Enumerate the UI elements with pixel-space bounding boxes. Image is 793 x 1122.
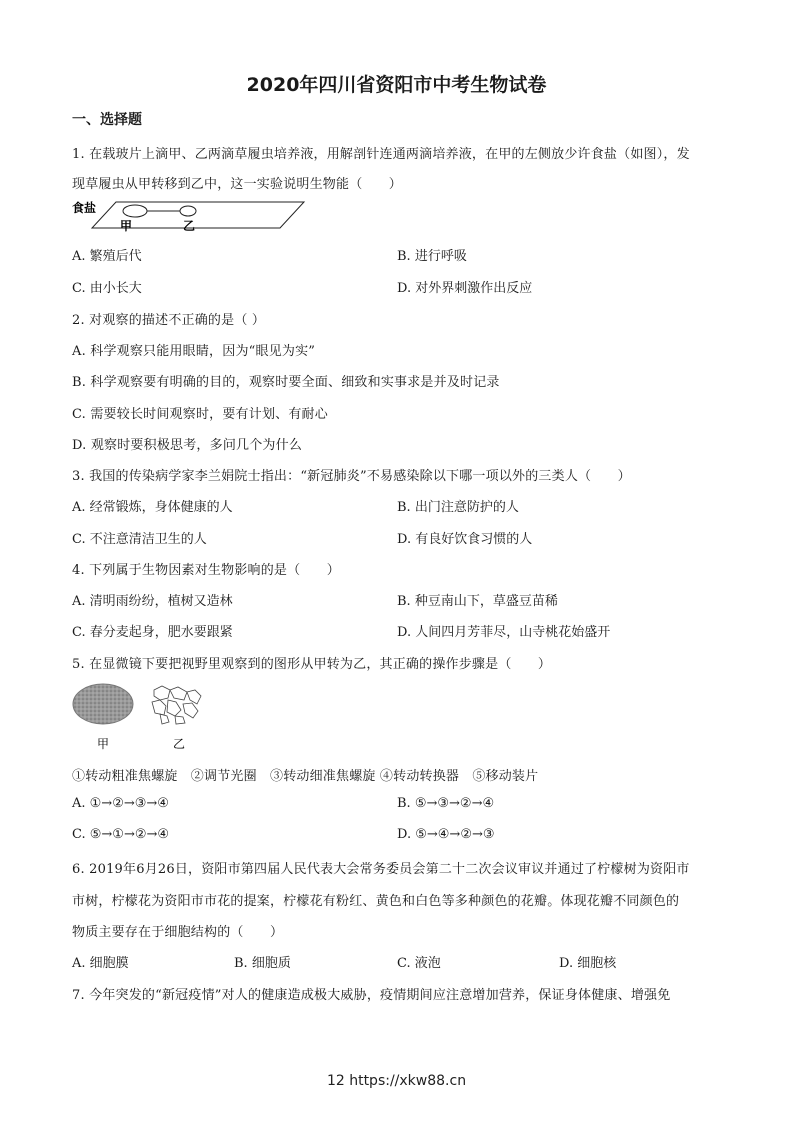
view-yi-cells <box>152 686 201 724</box>
drop-yi <box>180 206 196 216</box>
q1-option-b[interactable]: B. 进行呼吸 <box>397 249 467 264</box>
q2-option-c[interactable]: C. 需要较长时间观察时，要有计划、有耐心 <box>72 407 328 422</box>
q2-stem: 2. 对观察的描述不正确的是（ ） <box>72 313 266 328</box>
q1-option-a[interactable]: A. 繁殖后代 <box>72 249 142 264</box>
q6-option-d[interactable]: D. 细胞核 <box>559 956 617 971</box>
q1-stem-line1: 1. 在载玻片上滴甲、乙两滴草履虫培养液，用解剖针连通两滴培养液，在甲的左侧放少许食盐（如图），发 <box>72 147 690 162</box>
page-footer: 12 https://xkw88.cn <box>326 1073 467 1089</box>
q1-option-c[interactable]: C. 由小长大 <box>72 281 142 296</box>
q3-option-b[interactable]: B. 出门注意防护的人 <box>397 500 519 515</box>
q5-fig-label-a: 甲 <box>97 737 110 751</box>
q6-stem-line2: 市树，柠檬花为资阳市市花的提案，柠檬花有粉红、黄色和白色等多种颜色的花瓣。体现花瓣不同颜色的 <box>72 894 680 909</box>
q6-option-b[interactable]: B. 细胞质 <box>234 956 291 971</box>
q6-stem-line3: 物质主要存在于细胞结构的（ ） <box>72 925 284 940</box>
q2-option-a[interactable]: A. 科学观察只能用眼睛，因为“眼见为实” <box>72 344 316 359</box>
q5-steps: ①转动粗准焦螺旋 ②调节光圈 ③转动细准焦螺旋 ④转动转换器 ⑤移动装片 <box>72 769 539 784</box>
page-title: 2020年四川省资阳市中考生物试卷 <box>246 74 547 96</box>
q1-option-d[interactable]: D. 对外界刺激作出反应 <box>397 281 533 296</box>
q5-option-a[interactable]: A. ①→②→③→④ <box>72 796 169 811</box>
q4-option-d[interactable]: D. 人间四月芳菲尽，山寺桃花始盛开 <box>397 625 611 640</box>
q1-slide-figure <box>70 196 310 236</box>
q1-fig-label-a: 甲 <box>120 219 133 233</box>
q7-stem-line1: 7. 今年突发的“新冠疫情”对人的健康造成极大威胁，疫情期间应注意增加营养，保证身体健康、增强免 <box>72 988 671 1003</box>
q1-stem-line2: 现草履虫从甲转移到乙中，这一实验说明生物能（ ） <box>72 177 403 192</box>
q4-stem: 4. 下列属于生物因素对生物影响的是（ ） <box>72 563 340 578</box>
section-heading: 一、选择题 <box>72 112 142 128</box>
q2-option-b[interactable]: B. 科学观察要有明确的目的，观察时要全面、细致和实事求是并及时记录 <box>72 375 500 390</box>
q1-fig-label-b: 乙 <box>183 219 196 233</box>
q4-option-b[interactable]: B. 种豆南山下，草盛豆苗稀 <box>397 594 558 609</box>
q3-option-a[interactable]: A. 经常锻炼，身体健康的人 <box>72 500 233 515</box>
q5-option-b[interactable]: B. ⑤→③→②→④ <box>397 796 495 811</box>
q6-option-a[interactable]: A. 细胞膜 <box>72 956 129 971</box>
q3-option-c[interactable]: C. 不注意清洁卫生的人 <box>72 532 207 547</box>
q5-microscope-figure <box>70 682 220 754</box>
q2-option-d[interactable]: D. 观察时要积极思考，多问几个为什么 <box>72 438 303 453</box>
q3-stem: 3. 我国的传染病学家李兰娟院士指出：“新冠肺炎”不易感染除以下哪一项以外的三类人（ ） <box>72 469 631 484</box>
q5-fig-label-b: 乙 <box>173 737 186 751</box>
drop-jia <box>123 205 147 217</box>
q3-option-d[interactable]: D. 有良好饮食习惯的人 <box>397 532 533 547</box>
q6-option-c[interactable]: C. 液泡 <box>397 956 441 971</box>
q5-option-c[interactable]: C. ⑤→①→②→④ <box>72 827 170 842</box>
q6-stem-line1: 6. 2019年6月26日，资阳市第四届人民代表大会常务委员会第二十二次会议审议并通过了柠檬树为资阳市 <box>72 862 690 877</box>
q5-stem: 5. 在显微镜下要把视野里观察到的图形从甲转为乙，其正确的操作步骤是（ ） <box>72 657 552 672</box>
q1-fig-salt-label: 食盐 <box>72 201 97 215</box>
q4-option-a[interactable]: A. 清明雨纷纷，植树又造林 <box>72 594 233 609</box>
q4-option-c[interactable]: C. 春分麦起身，肥水要跟紧 <box>72 625 233 640</box>
view-jia-blurry <box>73 684 133 724</box>
q5-option-d[interactable]: D. ⑤→④→②→③ <box>397 827 495 842</box>
